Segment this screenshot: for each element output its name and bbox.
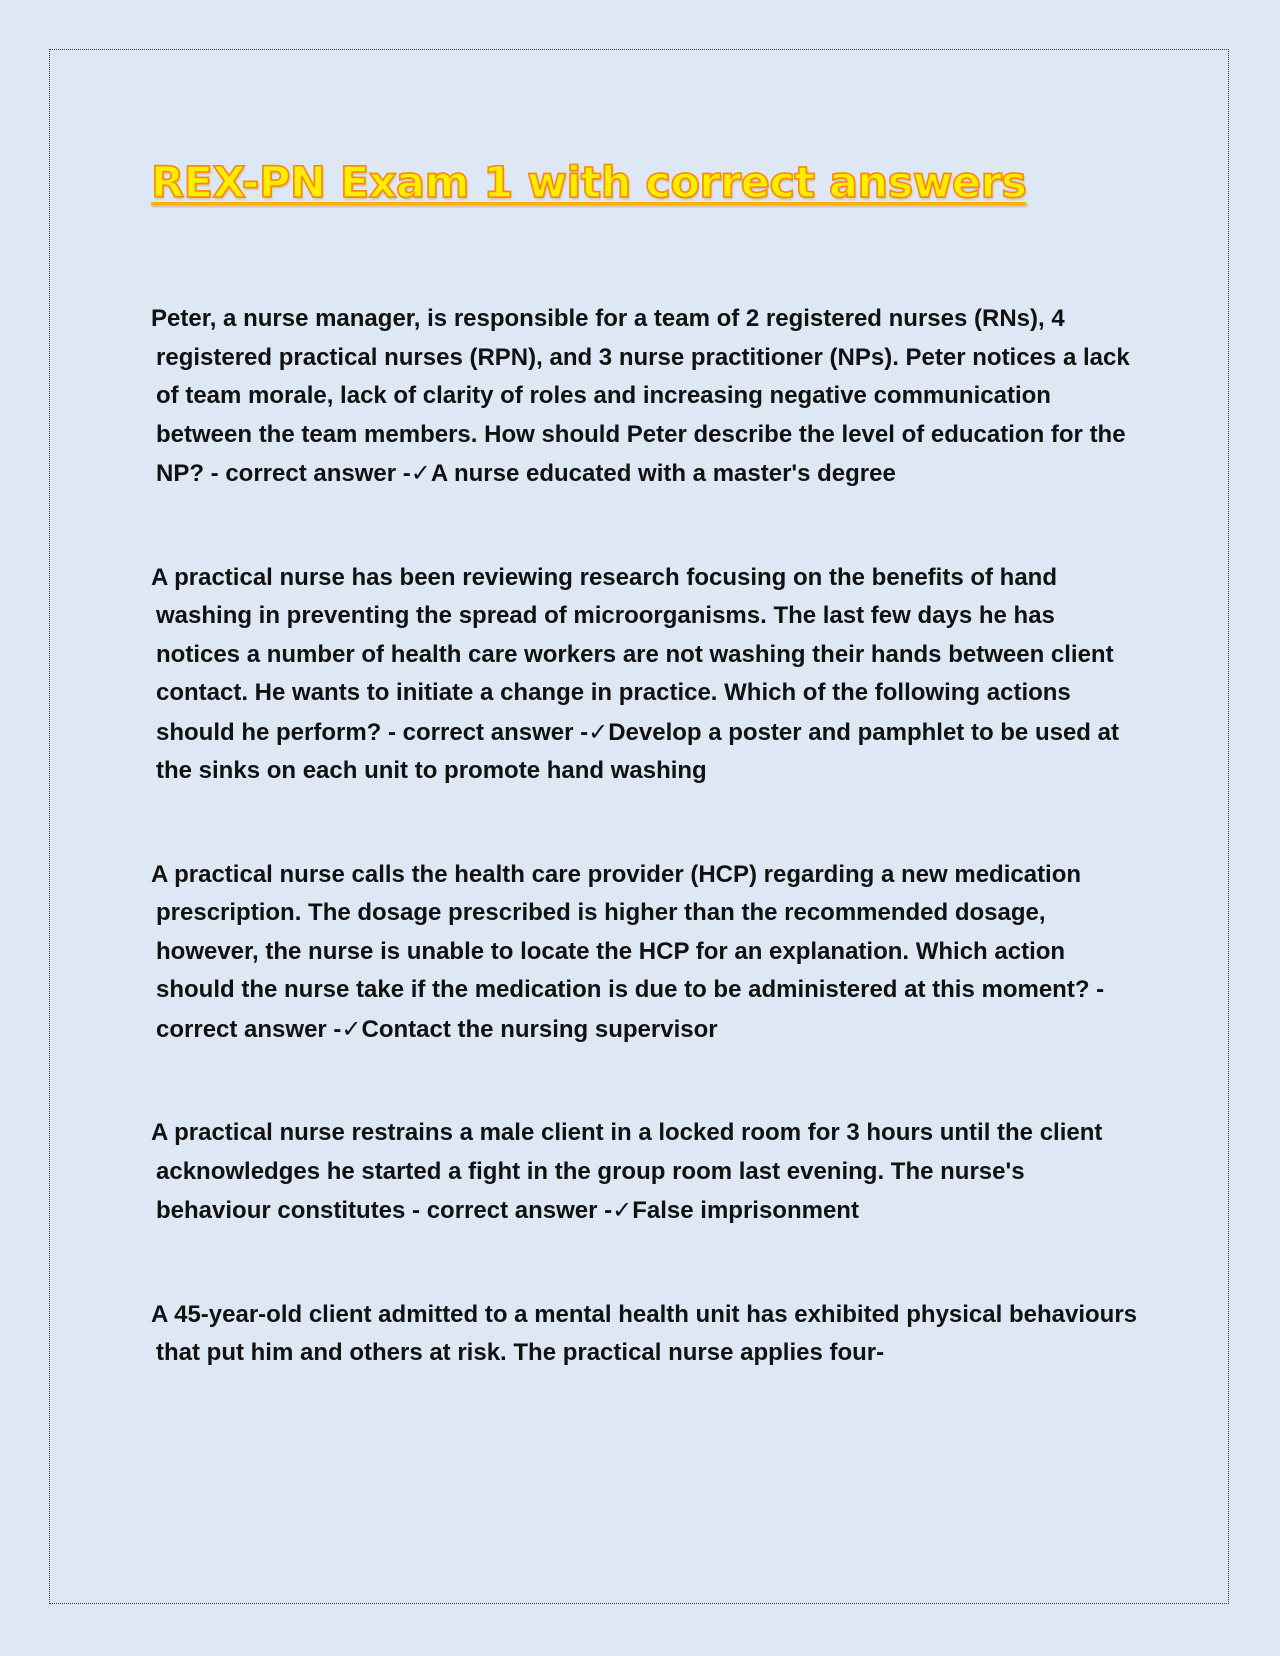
answer-text: Develop a poster and pamphlet to be used at the sinks on each unit to promote hand washing (156, 718, 1119, 784)
question-text: A practical nurse has been reviewing research focusing on the benefits of hand washing in preventing the spread of microorganisms. The last few days he has notices a number of health care workers are not washing their hands between client contact. He wants to initiate a change in practice. Which of the following actions should he perform? (151, 563, 1114, 746)
qa-item (151, 559, 1141, 791)
check-mark-icon: ✓ (341, 1014, 362, 1043)
question-text: A practical nurse restrains a male client in a locked room for 3 hours until the client acknowledges he started a fight in the group room last evening. The nurse's behaviour constitutes (151, 1119, 1103, 1224)
question-text: Peter, a nurse manager, is responsible for a team of 2 registered nurses (RNs), 4 registered practical nurses (RPN), and 3 nurse practitioner (NPs). Peter notices a lack of team morale, lack of clarity of roles and increasing negative communication between the team members. How should Peter describe the level of education for the NP? (151, 305, 1130, 487)
answer-separator: - correct answer - (381, 718, 589, 746)
check-mark-icon: ✓ (612, 1196, 633, 1224)
check-mark-icon: ✓ (588, 717, 609, 746)
answer-separator: - correct answer - (156, 976, 1105, 1043)
qa-item (151, 856, 1141, 1050)
qa-item (151, 1114, 1141, 1231)
answer-text: Contact the nursing supervisor (361, 1015, 718, 1043)
answer-separator: - correct answer - (405, 1197, 613, 1224)
qa-list (151, 300, 1141, 1373)
qa-item (151, 1296, 1141, 1373)
answer-separator: - correct answer - (204, 460, 411, 487)
check-mark-icon: ✓ (410, 459, 431, 487)
document-title: REX-PN Exam 1 with correct answers (151, 158, 1027, 208)
question-text: A practical nurse calls the health care provider (HCP) regarding a new medication prescription. The dosage prescribed is higher than the recommended dosage, however, the nurse is unable to locate the HCP for an explanation. Which action should the nurse take if the medication is due to be administered at this moment? (151, 860, 1090, 1003)
answer-text: False imprisonment (632, 1197, 859, 1224)
answer-text: A nurse educated with a master's degree (430, 460, 896, 487)
qa-item (151, 300, 1141, 494)
question-text: A 45-year-old client admitted to a mental health unit has exhibited physical behaviours that put him and others at risk. The practical nurse applies four- (151, 1300, 1138, 1366)
